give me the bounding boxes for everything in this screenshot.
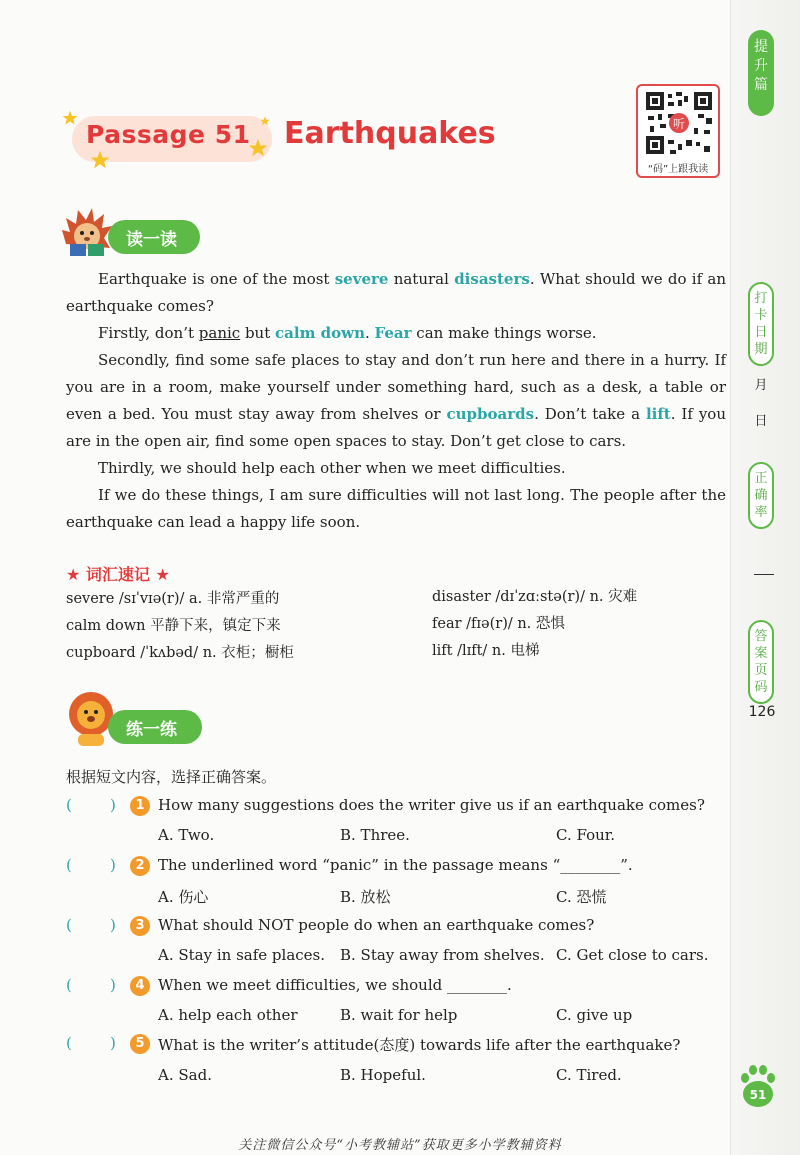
vocab-entry: disaster /dɪˈzɑːstə(r)/ n. 灾难 — [432, 589, 638, 605]
sidebar-char: 升 — [754, 58, 768, 74]
star-icon — [248, 138, 268, 158]
accuracy-label — [750, 470, 772, 521]
answer-paren-open[interactable]: ( — [66, 916, 72, 934]
accuracy-blank — [754, 574, 774, 575]
option-b[interactable]: B. Three. — [340, 826, 410, 844]
paragraph-5: If we do these things, I am sure difficulties will not last long. The people after the earthquake can lead a happy life soon. — [66, 486, 726, 531]
paragraph-text: Earthquake is one of the most — [98, 270, 335, 288]
star-icon — [90, 150, 110, 170]
sidebar-char: 率 — [754, 505, 768, 520]
sidebar-char: 确 — [754, 488, 768, 503]
answer-page-label — [750, 628, 772, 696]
paragraph-text: . — [364, 324, 375, 342]
sidebar-char: 篇 — [754, 77, 768, 93]
vocab-entry: fear /fɪə(r)/ n. 恐惧 — [432, 616, 565, 632]
month-label: 月 — [754, 378, 768, 393]
star-icon — [62, 110, 78, 126]
question-number-badge: 3 — [130, 916, 150, 936]
paragraph-text: . If you are in the open air, find some open spaces to stay. Don’t get close to cars. — [66, 405, 727, 450]
answer-paren-open[interactable]: ( — [66, 1034, 72, 1052]
option-a[interactable]: A. Two. — [158, 826, 215, 844]
paragraph-4: Thirdly, we should help each other when we meet difficulties. — [98, 459, 566, 477]
option-c[interactable]: C. 恐慌 — [556, 888, 607, 906]
sidebar-char: 期 — [754, 342, 768, 357]
read-section-badge: 读一读 — [108, 220, 200, 254]
paragraph-2 — [66, 320, 726, 347]
paragraph-text: Secondly, find some safe places to stay and don’t run here and there in a hurry. If you are in a room, make yourself under something hard, such as a desk, a table or even a bed. You must stay away from shelves or — [66, 351, 726, 423]
sidebar-char: 打 — [754, 291, 768, 306]
practice-section-badge: 练一练 — [108, 710, 202, 744]
option-c[interactable]: C. give up — [556, 1006, 633, 1024]
keyword-severe: severe — [334, 270, 389, 288]
answer-paren-close[interactable]: ) — [110, 1034, 116, 1052]
day-label: 日 — [754, 414, 768, 429]
sidebar-char: 案 — [754, 646, 768, 661]
option-c[interactable]: C. Get close to cars. — [556, 946, 709, 964]
question-text: When we meet difficulties, we should ________. — [158, 976, 512, 994]
answer-paren-close[interactable]: ) — [110, 796, 116, 814]
underlined-word-panic: panic — [198, 324, 241, 342]
vocab-entry: severe /sɪˈvɪə(r)/ a. 非常严重的 — [66, 591, 280, 607]
answer-paren-open[interactable]: ( — [66, 856, 72, 874]
section-tab-label — [748, 38, 774, 95]
option-c[interactable]: C. Four. — [556, 826, 616, 844]
answer-paren-open[interactable]: ( — [66, 796, 72, 814]
vocab-list-left — [66, 586, 294, 667]
sidebar-char: 提 — [754, 39, 768, 55]
option-b[interactable]: B. 放松 — [340, 888, 391, 906]
footer-note: 关注微信公众号“小考教辅站”获取更多小学教辅资料 — [238, 1138, 562, 1153]
question-number-badge: 5 — [130, 1034, 150, 1054]
question-number-badge: 1 — [130, 796, 150, 816]
sidebar-char: 码 — [754, 680, 768, 695]
checkin-date-label — [750, 290, 772, 358]
option-a[interactable]: A. help each other — [158, 1006, 298, 1024]
checkin-date-pill — [748, 282, 774, 366]
vocab-list-right — [432, 584, 637, 665]
answer-paren-open[interactable]: ( — [66, 976, 72, 994]
paragraph-text: . Don’t take a — [534, 405, 646, 423]
section-tab — [748, 30, 774, 116]
option-a[interactable]: A. Sad. — [158, 1066, 212, 1084]
answer-page-pill — [748, 620, 774, 704]
paragraph-text: natural — [388, 270, 455, 288]
sidebar-char: 卡 — [754, 308, 768, 323]
option-b[interactable]: B. Stay away from shelves. — [340, 946, 545, 964]
passage-title — [62, 110, 502, 166]
keyword-lift: lift — [645, 405, 671, 423]
page-edge — [730, 0, 800, 1155]
paragraph-text: . What should we do if an earthquake comes? — [66, 270, 726, 315]
option-c[interactable]: C. Tired. — [556, 1066, 622, 1084]
sidebar-char: 页 — [754, 663, 768, 678]
question-number-badge: 4 — [130, 976, 150, 996]
vocab-entry: cupboard /ˈkʌbəd/ n. 衣柜；橱柜 — [66, 645, 294, 661]
question-text: How many suggestions does the writer give us if an earthquake comes? — [158, 796, 705, 814]
option-b[interactable]: B. Hopeful. — [340, 1066, 426, 1084]
sidebar-char: 日 — [754, 325, 768, 340]
qr-caption: “码”上跟我读 — [647, 164, 709, 175]
qr-badge-text: 听 — [672, 117, 686, 131]
option-a[interactable]: A. 伤心 — [158, 888, 209, 906]
hedgehog-reading-icon — [60, 204, 114, 260]
answer-page-number: 126 — [748, 704, 776, 720]
qr-code-icon — [646, 92, 712, 154]
qr-code-box[interactable] — [636, 84, 720, 178]
accuracy-pill — [748, 462, 774, 529]
star-icon — [260, 116, 270, 126]
vocab-entry: calm down 平静下来，镇定下来 — [66, 618, 281, 634]
passage-label: Passage 51 — [86, 120, 251, 149]
paw-page-icon — [738, 1064, 778, 1108]
sidebar-char: 答 — [754, 629, 768, 644]
answer-paren-close[interactable]: ) — [110, 976, 116, 994]
paragraph-1 — [66, 266, 726, 320]
page-title: Earthquakes — [284, 116, 496, 151]
question-text: The underlined word “panic” in the passage means “________”. — [158, 856, 633, 874]
paragraph-text: but — [240, 324, 276, 342]
question-text: What should NOT people do when an earthquake comes? — [158, 916, 595, 934]
paragraph-3 — [66, 347, 726, 455]
keyword-fear: Fear — [374, 324, 412, 342]
answer-paren-close[interactable]: ) — [110, 916, 116, 934]
option-a[interactable]: A. Stay in safe places. — [158, 946, 326, 964]
paragraph-text: can make things worse. — [411, 324, 597, 342]
question-text: What is the writer’s attitude(态度) towards life after the earthquake? — [158, 1036, 681, 1054]
sidebar-char: 正 — [754, 471, 768, 486]
keyword-calm-down: calm down — [275, 324, 365, 342]
reading-passage — [66, 266, 726, 536]
vocab-title: ★ 词汇速记 ★ — [66, 565, 170, 584]
question-number-badge: 2 — [130, 856, 150, 876]
page-number: 51 — [749, 1088, 767, 1102]
option-b[interactable]: B. wait for help — [340, 1006, 458, 1024]
keyword-cupboards: cupboards — [446, 405, 535, 423]
exercise-instruction: 根据短文内容，选择正确答案。 — [66, 768, 277, 786]
paragraph-text: Firstly, don’t — [98, 324, 199, 342]
answer-paren-close[interactable]: ) — [110, 856, 116, 874]
vocab-entry: lift /lɪft/ n. 电梯 — [432, 643, 540, 659]
keyword-disasters: disasters — [454, 270, 530, 288]
